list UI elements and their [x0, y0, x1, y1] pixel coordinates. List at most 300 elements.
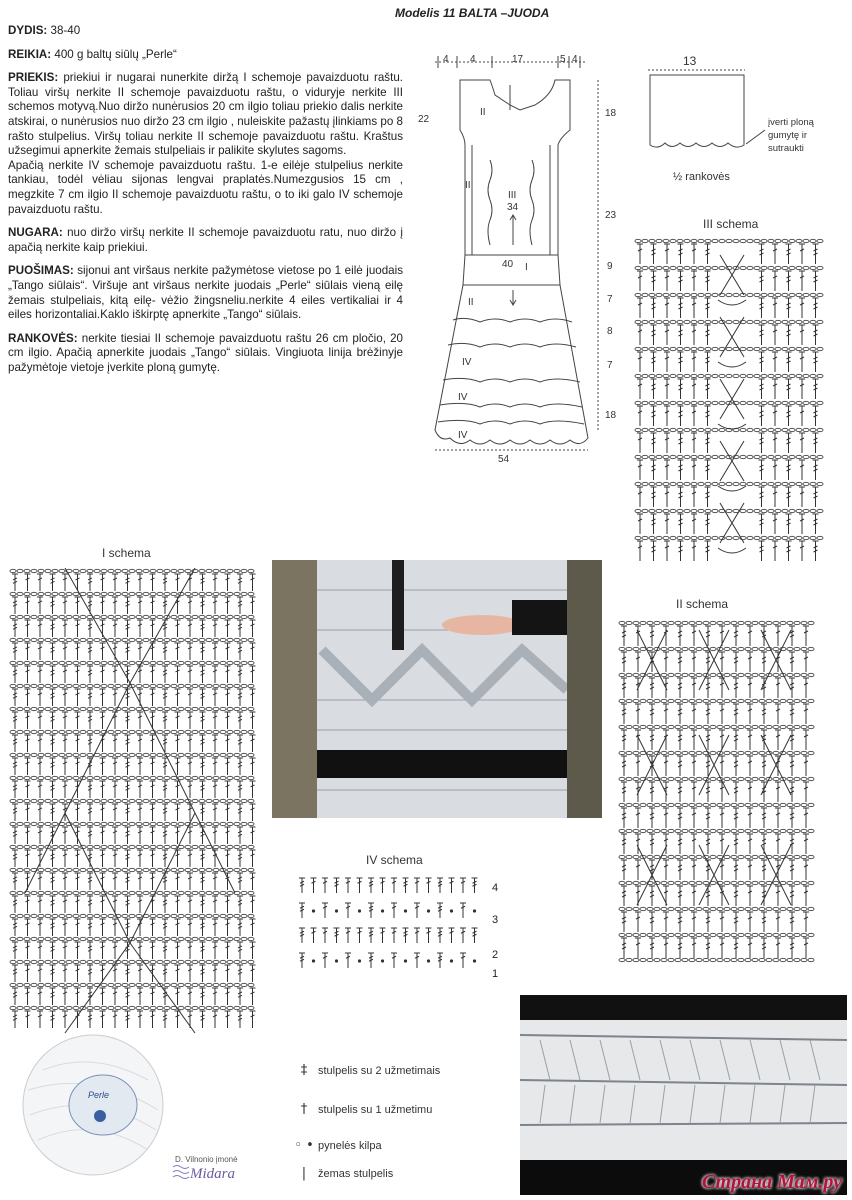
stitch-symbol — [733, 938, 739, 958]
stitch-symbol — [87, 643, 93, 660]
stitch-symbol — [637, 379, 643, 399]
stitch-symbol — [799, 406, 805, 426]
stitch-symbol — [237, 827, 243, 844]
stitch-symbol — [677, 938, 683, 958]
stitch-symbol — [414, 928, 420, 943]
stitch-symbol — [772, 406, 778, 426]
stitch-symbol — [12, 689, 18, 706]
single-crochet-icon: † — [300, 1102, 308, 1117]
instructions-text — [8, 24, 403, 384]
stitch-symbol — [225, 666, 231, 683]
stitch-symbol — [414, 953, 420, 968]
stitch-symbol — [100, 919, 106, 936]
chain-row — [10, 569, 254, 572]
stitch-symbol — [137, 827, 143, 844]
stitch-symbol — [678, 352, 684, 372]
stitch-symbol — [678, 379, 684, 399]
stitch-symbol — [237, 574, 243, 591]
stitch-symbol — [637, 352, 643, 372]
stitch-symbol — [137, 781, 143, 798]
stitch-symbol — [62, 850, 68, 867]
stitch-symbol — [200, 965, 206, 982]
stitch-symbol — [733, 730, 739, 750]
stitch-symbol — [200, 850, 206, 867]
stitch-symbol — [691, 514, 697, 534]
stitch-symbol — [813, 298, 819, 318]
stitch-symbol — [772, 514, 778, 534]
chain-row — [619, 647, 814, 650]
stitch-symbol — [200, 643, 206, 660]
stitch-symbol — [237, 804, 243, 821]
stitch-symbol — [705, 652, 711, 672]
stitch-symbol — [225, 643, 231, 660]
stitch-symbol — [200, 896, 206, 913]
stitch-symbol — [635, 730, 641, 750]
stitch-symbol — [125, 988, 131, 1005]
stitch-symbol — [125, 804, 131, 821]
stitch-symbol — [691, 704, 697, 724]
sleeve-width: 13 — [683, 54, 697, 68]
stitch-symbol — [759, 433, 765, 453]
stitch-symbol — [772, 298, 778, 318]
stitch-symbol — [761, 756, 767, 776]
stitch-symbol — [200, 712, 206, 729]
stitch-symbol — [368, 928, 374, 943]
stitch-symbol — [75, 620, 81, 637]
stitch-symbol — [25, 643, 31, 660]
chain-row — [10, 822, 254, 825]
stitch-symbol — [786, 298, 792, 318]
stitch-symbol — [212, 919, 218, 936]
stitch-symbol — [691, 678, 697, 698]
stitch-symbol — [799, 325, 805, 345]
stitch-symbol — [460, 903, 466, 918]
stitch-symbol — [761, 652, 767, 672]
stitch-symbol — [635, 652, 641, 672]
stitch-symbol — [789, 912, 795, 932]
stitch-symbol — [803, 756, 809, 776]
stitch-symbol — [125, 827, 131, 844]
stitch-symbol — [677, 704, 683, 724]
stitch-symbol — [322, 903, 328, 918]
stitch-symbol — [12, 597, 18, 614]
chain-row — [635, 536, 823, 539]
cross-motif — [637, 630, 791, 905]
stitch-symbol — [705, 678, 711, 698]
stitch-symbol — [162, 597, 168, 614]
stitch-symbol — [664, 514, 670, 534]
stitch-symbol — [87, 574, 93, 591]
stitch-symbol — [12, 1011, 18, 1028]
stitch-symbol — [175, 735, 181, 752]
stitch-symbol — [50, 896, 56, 913]
stitch-symbol — [125, 643, 131, 660]
dot-symbol — [312, 959, 315, 962]
stitch-symbol — [803, 782, 809, 802]
stitch-symbol — [75, 850, 81, 867]
stitch-symbol — [200, 804, 206, 821]
stitch-symbol — [759, 487, 765, 507]
label-center-iii: III — [508, 190, 517, 201]
stitch-symbol — [813, 379, 819, 399]
stitch-symbol — [775, 626, 781, 646]
stitch-symbol — [25, 758, 31, 775]
stitch-symbol — [12, 942, 18, 959]
stitch-symbol — [62, 620, 68, 637]
stitch-symbol — [621, 782, 627, 802]
stitch-symbol — [12, 965, 18, 982]
stitch-symbol — [664, 460, 670, 480]
stitch-symbol — [75, 735, 81, 752]
stitch-symbol — [813, 352, 819, 372]
label-side-ii: II — [465, 180, 471, 191]
stitch-symbol — [187, 643, 193, 660]
stitch-symbol — [250, 712, 256, 729]
dot-symbol — [427, 909, 430, 912]
stitch-symbol — [212, 804, 218, 821]
right-measure-6: 7 — [607, 360, 613, 371]
stitch-symbol — [649, 678, 655, 698]
stitch-symbol — [137, 873, 143, 890]
stitch-symbol — [200, 735, 206, 752]
stitch-symbol — [799, 271, 805, 291]
stitch-symbol — [299, 903, 305, 918]
stitch-symbol — [747, 860, 753, 880]
back-text: nuo diržo viršų nerkite II schemoje pavaizduotu ratu, nuo diržo į apačią nerkite kaip priekiui. — [8, 226, 403, 254]
stitch-symbol — [175, 643, 181, 660]
stitch-symbol — [125, 758, 131, 775]
stitch-symbol — [212, 597, 218, 614]
stitch-symbol — [635, 860, 641, 880]
stitch-symbol — [25, 965, 31, 982]
stitch-symbol — [75, 597, 81, 614]
stitch-symbol — [150, 689, 156, 706]
stitch-symbol — [187, 896, 193, 913]
stitch-symbol — [112, 988, 118, 1005]
stitch-symbol — [759, 514, 765, 534]
stitch-symbol — [175, 574, 181, 591]
stitch-symbol — [12, 781, 18, 798]
stitch-symbol — [705, 406, 711, 426]
stitch-symbol — [761, 938, 767, 958]
stitch-symbol — [12, 919, 18, 936]
top-measure-3: 17 — [512, 54, 524, 65]
stitch-symbol — [426, 878, 432, 893]
stitch-symbol — [87, 781, 93, 798]
stitch-symbol — [250, 873, 256, 890]
stitch-symbol — [25, 712, 31, 729]
sleeves-paragraph — [8, 332, 403, 376]
stitch-symbol — [25, 942, 31, 959]
stitch-symbol — [187, 942, 193, 959]
stitch-symbol — [50, 1011, 56, 1028]
legend-item-double-crochet — [290, 1063, 440, 1078]
stitch-symbol — [112, 873, 118, 890]
dress-pattern-diagram — [410, 50, 635, 470]
stitch-symbol — [187, 850, 193, 867]
stitch-symbol — [25, 896, 31, 913]
stitch-symbol — [25, 574, 31, 591]
stitch-symbol — [137, 988, 143, 1005]
stitch-symbol — [637, 325, 643, 345]
stitch-symbol — [635, 756, 641, 776]
stitch-symbol — [747, 730, 753, 750]
chain-row — [619, 907, 814, 910]
stitch-symbol — [772, 244, 778, 264]
dot-symbol — [473, 959, 476, 962]
schema-1-title: I schema — [102, 546, 151, 560]
stitch-symbol — [162, 850, 168, 867]
stitch-symbol — [772, 460, 778, 480]
schema-2-chart — [612, 615, 827, 975]
stitch-symbol — [25, 804, 31, 821]
stitch-symbol — [775, 808, 781, 828]
stitch-symbol — [621, 938, 627, 958]
stitch-symbol — [87, 735, 93, 752]
stitch-symbol — [187, 689, 193, 706]
stitch-symbol — [677, 652, 683, 672]
sleeve-diagram — [640, 50, 850, 190]
stitch-symbol — [137, 735, 143, 752]
stitch-symbol — [678, 433, 684, 453]
stitch-symbol — [250, 574, 256, 591]
stitch-symbol — [747, 678, 753, 698]
stitch-symbol — [12, 666, 18, 683]
stitch-symbol — [162, 804, 168, 821]
stitch-symbol — [212, 666, 218, 683]
stitch-symbol — [187, 597, 193, 614]
stitch-symbol — [250, 758, 256, 775]
stitch-symbol — [175, 758, 181, 775]
stitch-symbol — [678, 541, 684, 561]
stitch-symbol — [62, 666, 68, 683]
stitch-symbol — [75, 873, 81, 890]
chain-row — [635, 374, 823, 377]
schema-4-title: IV schema — [366, 853, 423, 867]
stitch-symbol — [733, 678, 739, 698]
stitch-symbol — [719, 652, 725, 672]
chain-row — [10, 753, 254, 756]
stitch-symbol — [691, 834, 697, 854]
stitch-symbol — [651, 406, 657, 426]
stitch-symbol — [677, 834, 683, 854]
stitch-symbol — [649, 886, 655, 906]
stitch-symbol — [403, 878, 409, 893]
chain-row — [10, 730, 254, 733]
stitch-symbol — [175, 1011, 181, 1028]
stitch-symbol — [691, 938, 697, 958]
sleeve-caption: ½ rankovės — [673, 171, 730, 183]
stitch-symbol — [449, 928, 455, 943]
stitch-symbol — [37, 873, 43, 890]
stitch-symbol — [691, 808, 697, 828]
stitch-symbol — [25, 988, 31, 1005]
legend-text: pynelės kilpa — [318, 1139, 382, 1152]
stitch-symbol — [50, 919, 56, 936]
stitch-symbol — [212, 827, 218, 844]
stitch-symbol — [12, 758, 18, 775]
label-skirt-iv-3: IV — [458, 430, 468, 441]
stitch-symbol — [691, 298, 697, 318]
stitch-symbol — [187, 666, 193, 683]
stitch-symbol — [62, 827, 68, 844]
stitch-symbol — [803, 912, 809, 932]
stitch-symbol — [225, 758, 231, 775]
stitch-symbol — [803, 678, 809, 698]
stitch-symbol — [705, 352, 711, 372]
stitch-symbol — [691, 730, 697, 750]
stitch-symbol — [237, 988, 243, 1005]
stitch-symbol — [137, 804, 143, 821]
stitch-symbol — [391, 878, 397, 893]
stitch-symbol — [150, 735, 156, 752]
stitch-symbol — [162, 666, 168, 683]
stitch-symbol — [437, 878, 443, 893]
stitch-symbol — [62, 965, 68, 982]
stitch-symbol — [705, 433, 711, 453]
stitch-symbol — [162, 965, 168, 982]
stitch-symbol — [733, 704, 739, 724]
stitch-symbol — [677, 912, 683, 932]
stitch-symbol — [789, 626, 795, 646]
stitch-symbol — [162, 942, 168, 959]
stitch-symbol — [125, 597, 131, 614]
stitch-symbol — [37, 620, 43, 637]
stitch-symbol — [733, 626, 739, 646]
stitch-symbol — [162, 574, 168, 591]
front-label: PRIEKIS: — [8, 71, 59, 85]
stitch-symbol — [112, 827, 118, 844]
stitch-symbol — [212, 965, 218, 982]
brand-small-text: D. Vilnonio įmonė — [175, 1155, 238, 1164]
dot-symbol — [427, 959, 430, 962]
stitch-symbol — [125, 850, 131, 867]
stitch-symbol — [664, 406, 670, 426]
stitch-symbol — [50, 965, 56, 982]
stitch-symbol — [62, 689, 68, 706]
page-title: Modelis 11 BALTA –JUODA — [395, 6, 550, 20]
stitch-symbol — [12, 827, 18, 844]
stitch-symbol — [175, 689, 181, 706]
stitch-symbol — [12, 988, 18, 1005]
stitch-symbol — [200, 942, 206, 959]
stitch-symbol — [651, 460, 657, 480]
stitch-symbol — [200, 781, 206, 798]
schema-4-row-4: 4 — [492, 882, 499, 894]
right-measure-4: 7 — [607, 294, 613, 305]
chain-row — [10, 707, 254, 710]
stitch-symbol — [62, 1011, 68, 1028]
stitch-symbol — [75, 574, 81, 591]
stitch-symbol — [225, 712, 231, 729]
stitch-symbol — [137, 1011, 143, 1028]
stitch-symbol — [75, 942, 81, 959]
stitch-symbol — [651, 487, 657, 507]
stitch-symbol — [187, 712, 193, 729]
stitch-symbol — [87, 988, 93, 1005]
stitch-symbol — [187, 735, 193, 752]
dot-symbol — [450, 959, 453, 962]
stitch-symbol — [237, 850, 243, 867]
stitch-symbol — [12, 712, 18, 729]
stitch-symbol — [25, 850, 31, 867]
stitch-symbol — [775, 730, 781, 750]
stitch-symbol — [12, 643, 18, 660]
dot-symbol — [381, 909, 384, 912]
stitch-symbol — [621, 756, 627, 776]
chain-row — [635, 509, 823, 512]
stitch-symbol — [62, 873, 68, 890]
stitch-symbol — [813, 433, 819, 453]
stitch-symbol — [621, 730, 627, 750]
stitch-symbol — [334, 878, 340, 893]
stitch-symbol — [112, 620, 118, 637]
stitch-symbol — [368, 878, 374, 893]
sleeves-text: nerkite tiesiai II schemoje pavaizduotu raštu 26 cm pločio, 20 cm ilgio. Apačią apnerkite juodais „Tango“ siūlais. Vingiuota linija brėžinyje pažymėtoje vietoje įverkite ploną gumytę. — [8, 331, 403, 374]
stitch-symbol — [175, 781, 181, 798]
stitch-symbol — [162, 781, 168, 798]
stitch-symbol — [112, 781, 118, 798]
right-measure-1: 18 — [605, 108, 617, 119]
stitch-symbol — [649, 782, 655, 802]
stitch-symbol — [649, 912, 655, 932]
stitch-symbol — [112, 597, 118, 614]
stitch-symbol — [357, 878, 363, 893]
stitch-symbol — [803, 938, 809, 958]
stitch-symbol — [125, 873, 131, 890]
stitch-symbol — [250, 620, 256, 637]
stitch-symbol — [775, 834, 781, 854]
stitch-symbol — [345, 953, 351, 968]
stitch-symbol — [112, 850, 118, 867]
chain-loop-icon: ◦ • — [294, 1138, 314, 1153]
stitch-symbol — [789, 652, 795, 672]
stitch-symbol — [621, 808, 627, 828]
stitch-symbol — [775, 938, 781, 958]
stitch-symbol — [437, 928, 443, 943]
stitch-symbol — [250, 1011, 256, 1028]
stitch-symbol — [50, 597, 56, 614]
stitch-symbol — [761, 704, 767, 724]
stitch-symbol — [150, 873, 156, 890]
stitch-symbol — [112, 574, 118, 591]
stitch-symbol — [162, 620, 168, 637]
stitch-symbol — [733, 782, 739, 802]
stitch-symbol — [719, 912, 725, 932]
stitch-symbol — [705, 782, 711, 802]
stitch-symbol — [250, 988, 256, 1005]
front-paragraph-2: Apačią nerkite IV schemoje pavaizduotu raštu. 1-e eilėje stulpelius nerkite tankiau, todėl vėliau sijonas lengvai praplatės.Numezgusios 15 cm , megzkite 7 cm ilgio II schemoje pavaizduotu raštu, o to iki galo IV schemoje pavaizduotu raštu. — [8, 158, 403, 216]
stitch-symbol — [691, 756, 697, 776]
stitch-symbol — [200, 574, 206, 591]
stitch-symbol — [759, 298, 765, 318]
stitch-symbol — [635, 938, 641, 958]
stitch-symbol — [37, 919, 43, 936]
stitch-symbol — [50, 735, 56, 752]
stitch-symbol — [691, 860, 697, 880]
stitch-symbol — [391, 903, 397, 918]
stitch-symbol — [25, 827, 31, 844]
stitch-symbol — [651, 244, 657, 264]
stitch-symbol — [789, 756, 795, 776]
stitch-symbol — [187, 919, 193, 936]
legend-item-single-crochet — [290, 1102, 432, 1117]
stitch-symbol — [75, 643, 81, 660]
stitch-symbol — [162, 643, 168, 660]
stitch-symbol — [237, 620, 243, 637]
stitch-symbol — [250, 896, 256, 913]
stitch-symbol — [705, 298, 711, 318]
